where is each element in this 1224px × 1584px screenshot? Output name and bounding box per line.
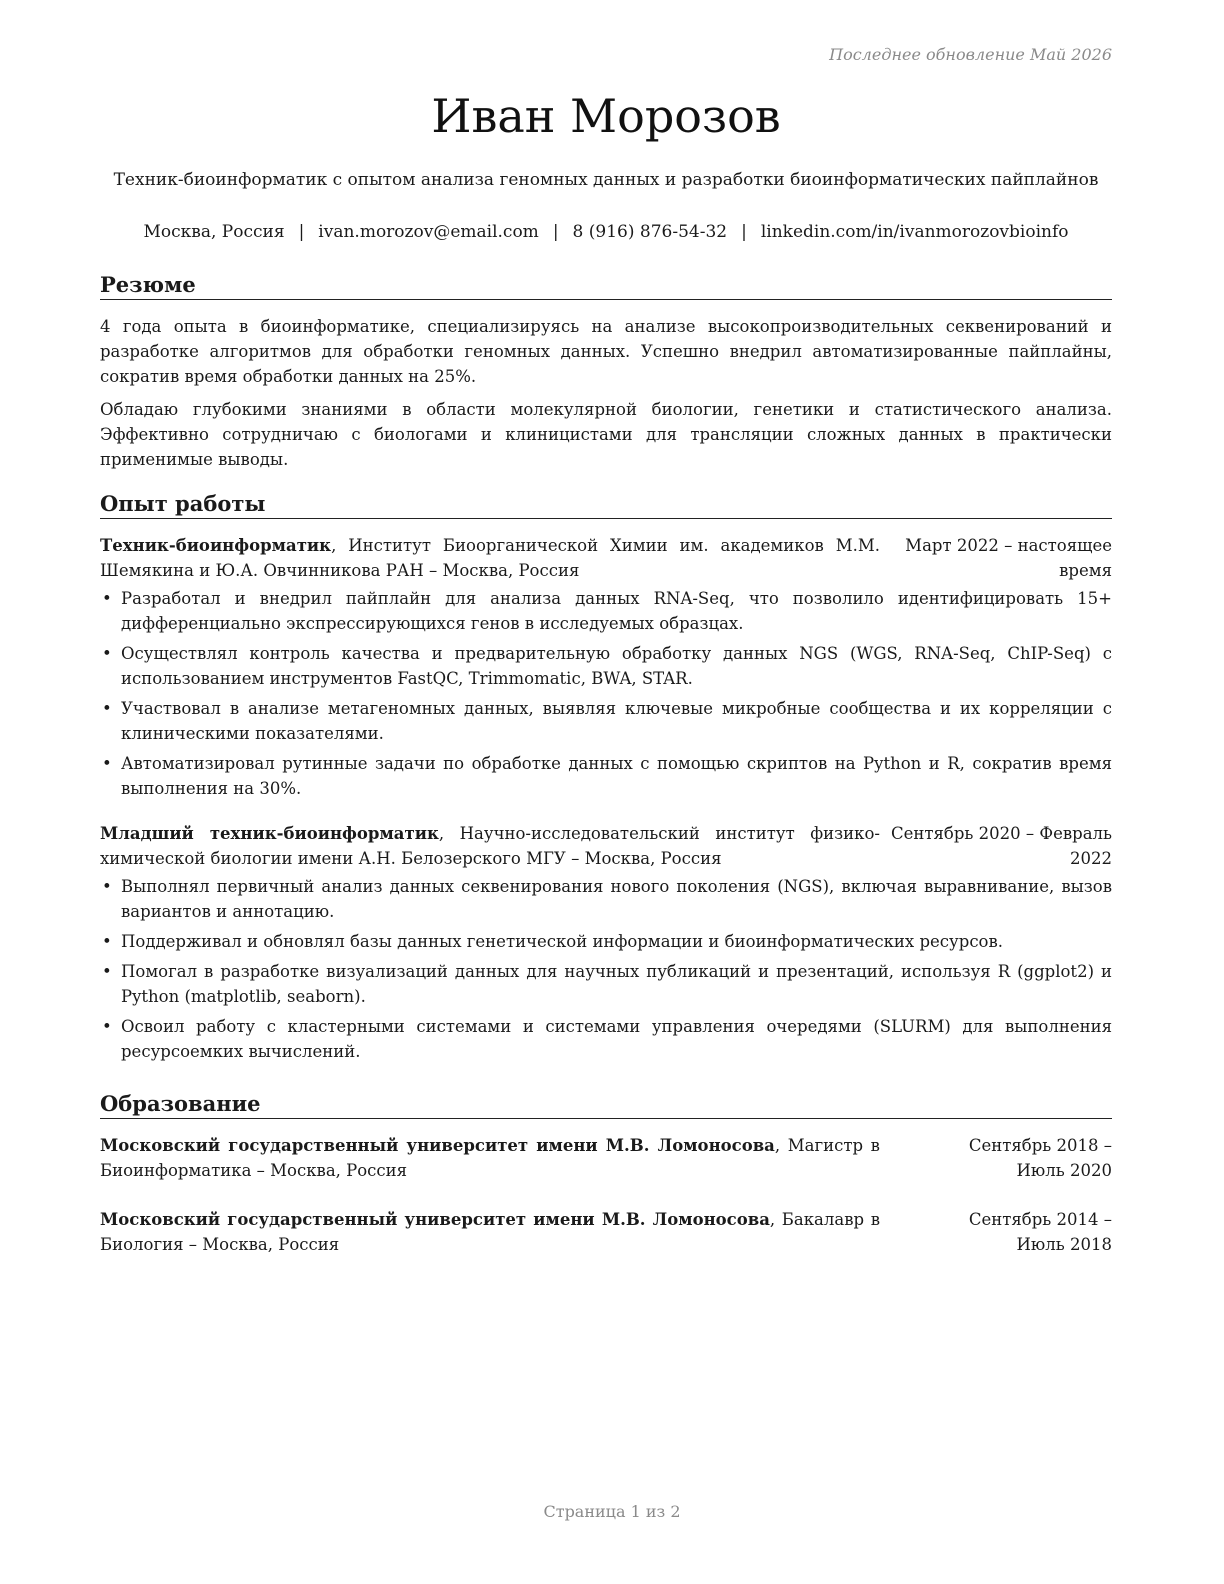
job-role: Техник-биоинформатик <box>100 536 332 555</box>
education-dates: Сентябрь 2018 – Июль 2020 <box>968 1136 1112 1180</box>
education-heading <box>100 1207 880 1257</box>
education-section <box>100 1091 1112 1257</box>
list-item: • Выполнял первичный анализ данных секвенирования нового поколения (NGS), включая выравнивание, вызов вариантов и аннотацию. <box>100 874 1112 924</box>
contact-line <box>100 221 1112 243</box>
school-name: Московский государственный университет имени М.В. Ломоносова <box>100 1210 770 1229</box>
phone: 8 (916) 876-54-32 <box>572 222 728 242</box>
job-entry <box>100 533 1112 583</box>
separator: | <box>552 222 559 242</box>
list-item: • Автоматизировал рутинные задачи по обработке данных с помощью скриптов на Python и R, сократив время выполнения на 30%. <box>100 751 1112 801</box>
list-item: • Участвовал в анализе метагеномных данных, выявляя ключевые микробные сообщества и их корреляции с клиническими показателями. <box>100 696 1112 746</box>
list-item: • Освоил работу с кластерными системами и системами управления очередями (SLURM) для выполнения ресурсоемких вычислений. <box>100 1014 1112 1064</box>
job-organization: , Научно-исследовательский институт физико-химической биологии имени А.Н. Белозерского МГУ – Москва, Россия <box>100 824 880 868</box>
job-heading <box>100 533 880 583</box>
summary-paragraph: 4 года опыта в биоинформатике, специализируясь на анализе высокопроизводительных секвенирований и разработке алгоритмов для обработки геномных данных. Успешно внедрил автоматизированные пайплайны, сократив время обработки данных на 25%. <box>100 317 1112 386</box>
job-entry <box>100 821 1112 871</box>
job-bullets <box>100 586 1112 801</box>
linkedin-link[interactable]: linkedin.com/in/ivanmorozovbioinfo <box>760 222 1069 242</box>
list-item: • Разработал и внедрил пайплайн для анализа данных RNA-Seq, что позволило идентифицировать 15+ дифференциально экспрессирующихся генов в исследуемых образцах. <box>100 586 1112 636</box>
location: Москва, Россия <box>143 222 285 242</box>
separator: | <box>741 222 747 242</box>
school-name: Московский государственный университет имени М.В. Ломоносова <box>100 1136 775 1155</box>
education-entry <box>100 1207 1112 1257</box>
education-dates: Сентябрь 2014 – Июль 2018 <box>968 1210 1112 1254</box>
section-title: Резюме <box>100 272 1112 300</box>
separator: | <box>298 222 305 242</box>
job-organization: , Институт Биоорганической Химии им. академиков М.М. Шемякина и Ю.А. Овчинникова РАН – Москва, Россия <box>100 536 880 580</box>
job-dates: Март 2022 – настоящее время <box>905 536 1112 580</box>
job-role: Младший техник-биоинформатик <box>100 824 439 843</box>
page-number: Страница 1 из 2 <box>543 1502 681 1521</box>
email-link[interactable]: ivan.morozov@email.com <box>318 222 539 242</box>
section-title: Образование <box>100 1091 1112 1119</box>
last-updated: Последнее обновление Май 2026 <box>829 45 1112 64</box>
education-entry <box>100 1133 1112 1183</box>
experience-section <box>100 491 1112 1069</box>
summary-section <box>100 272 1112 472</box>
education-heading <box>100 1133 880 1183</box>
degree: , Бакалавр в Биология – Москва, Россия <box>100 1210 880 1254</box>
section-title: Опыт работы <box>100 491 1112 519</box>
candidate-name: Иван Морозов <box>431 89 781 143</box>
job-dates: Сентябрь 2020 – Февраль 2022 <box>891 824 1112 868</box>
list-item: • Осуществлял контроль качества и предварительную обработку данных NGS (WGS, RNA-Seq, ChIP-Seq) с использованием инструментов FastQC, Trimmomatic, BWA, STAR. <box>100 641 1112 691</box>
job-bullets <box>100 874 1112 1064</box>
summary-paragraph: Обладаю глубокими знаниями в области молекулярной биологии, генетики и статистического анализа. Эффективно сотрудничаю с биологами и клиницистами для трансляции сложных данных в практически применимые выводы. <box>100 400 1112 469</box>
tagline: Техник-биоинформатик с опытом анализа геномных данных и разработки биоинформатических пайплайнов <box>113 170 1099 190</box>
list-item: • Помогал в разработке визуализаций данных для научных публикаций и презентаций, используя R (ggplot2) и Python (matplotlib, seaborn). <box>100 959 1112 1009</box>
job-heading <box>100 821 880 871</box>
degree: , Магистр в Биоинформатика – Москва, Россия <box>100 1136 880 1180</box>
list-item: • Поддерживал и обновлял базы данных генетической информации и биоинформатических ресурсов. <box>100 929 1112 954</box>
